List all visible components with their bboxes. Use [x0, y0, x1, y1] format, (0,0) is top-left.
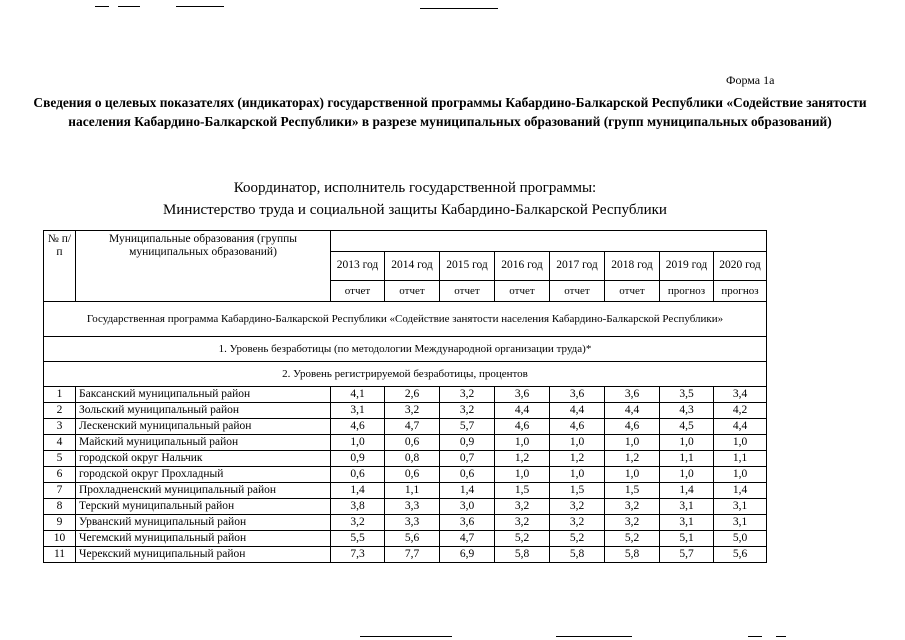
- table-row: [44, 467, 767, 483]
- indicator-value: 1,4: [660, 483, 714, 499]
- indicator-value: 1,0: [714, 467, 767, 483]
- column-header-municipality: Муниципальные образования (группы муниципальных образований): [76, 231, 331, 302]
- municipality-name: Черекский муниципальный район: [76, 547, 331, 563]
- indicator-value: 1,2: [605, 451, 660, 467]
- scan-artifact-line: [176, 6, 224, 7]
- indicator-value: 0,6: [385, 467, 440, 483]
- indicator-value: 5,2: [550, 531, 605, 547]
- document-title: Сведения о целевых показателях (индикаторах) государственной программы Кабардино-Балкарской Республики «Содействие занятости населения Кабардино-Балкарской Республики» в разрезе муниципальных образований (групп муниципальных образований): [33, 95, 867, 129]
- year-header: 2013 год: [331, 251, 385, 280]
- indicator-value: 3,6: [440, 515, 495, 531]
- indicator-value: 1,4: [440, 483, 495, 499]
- indicator-value: 3,6: [605, 387, 660, 403]
- indicator-value: 4,1: [331, 387, 385, 403]
- municipality-name: городской округ Прохладный: [76, 467, 331, 483]
- indicator-value: 1,5: [495, 483, 550, 499]
- indicator-value: 5,6: [714, 547, 767, 563]
- indicator-value: 3,1: [660, 515, 714, 531]
- indicator-value: 1,0: [331, 435, 385, 451]
- municipality-name: Урванский муниципальный район: [76, 515, 331, 531]
- section-2-header: 2. Уровень регистрируемой безработицы, процентов: [44, 362, 767, 387]
- indicator-value: 3,2: [605, 499, 660, 515]
- indicator-value: 4,7: [385, 419, 440, 435]
- indicator-value: 6,9: [440, 547, 495, 563]
- indicator-value: 1,4: [331, 483, 385, 499]
- indicator-value: 3,6: [550, 387, 605, 403]
- year-type-header: прогноз: [660, 281, 714, 302]
- header-spacer: [331, 231, 767, 252]
- municipality-name: Лескенский муниципальный район: [76, 419, 331, 435]
- indicator-value: 0,9: [331, 451, 385, 467]
- indicator-value: 3,2: [550, 499, 605, 515]
- indicator-value: 3,3: [385, 499, 440, 515]
- row-number: 5: [44, 451, 76, 467]
- row-number: 3: [44, 419, 76, 435]
- indicator-value: 1,0: [605, 435, 660, 451]
- indicator-value: 3,1: [714, 499, 767, 515]
- table-row: [44, 499, 767, 515]
- indicator-value: 1,0: [495, 435, 550, 451]
- indicator-value: 7,7: [385, 547, 440, 563]
- row-number: 6: [44, 467, 76, 483]
- municipality-name: Майский муниципальный район: [76, 435, 331, 451]
- indicator-value: 5,8: [550, 547, 605, 563]
- municipality-name: Зольский муниципальный район: [76, 403, 331, 419]
- indicator-value: 4,3: [660, 403, 714, 419]
- indicator-value: 0,6: [440, 467, 495, 483]
- scan-artifact-line: [118, 6, 140, 7]
- indicator-value: 4,6: [331, 419, 385, 435]
- row-number: 8: [44, 499, 76, 515]
- section-1-header: 1. Уровень безработицы (по методологии Международной организации труда)*: [44, 337, 767, 362]
- indicator-value: 5,2: [605, 531, 660, 547]
- indicator-value: 1,2: [495, 451, 550, 467]
- indicator-value: 3,2: [495, 499, 550, 515]
- indicator-value: 4,4: [550, 403, 605, 419]
- indicator-value: 1,0: [550, 435, 605, 451]
- indicator-value: 4,6: [550, 419, 605, 435]
- indicator-value: 3,4: [714, 387, 767, 403]
- row-number: 11: [44, 547, 76, 563]
- year-type-header: отчет: [440, 281, 495, 302]
- indicator-value: 7,3: [331, 547, 385, 563]
- indicator-value: 3,2: [440, 387, 495, 403]
- indicator-value: 1,2: [550, 451, 605, 467]
- indicator-value: 4,4: [714, 419, 767, 435]
- indicator-value: 5,6: [385, 531, 440, 547]
- indicator-value: 3,2: [331, 515, 385, 531]
- indicator-value: 1,4: [714, 483, 767, 499]
- indicator-value: 5,0: [714, 531, 767, 547]
- coordinator-label: Координатор, исполнитель государственной программы:: [233, 180, 597, 196]
- indicator-value: 3,0: [440, 499, 495, 515]
- scan-artifact-line: [556, 636, 632, 637]
- form-label: Форма 1а: [726, 73, 775, 87]
- year-header: 2017 год: [550, 251, 605, 280]
- indicator-value: 0,9: [440, 435, 495, 451]
- indicator-value: 3,5: [660, 387, 714, 403]
- indicator-value: 5,7: [440, 419, 495, 435]
- table-row: [44, 483, 767, 499]
- table-row: [44, 547, 767, 563]
- table-row: [44, 531, 767, 547]
- indicator-value: 4,2: [714, 403, 767, 419]
- indicator-value: 5,5: [331, 531, 385, 547]
- indicator-value: 1,5: [550, 483, 605, 499]
- indicator-value: 3,8: [331, 499, 385, 515]
- row-number: 1: [44, 387, 76, 403]
- indicator-value: 3,2: [550, 515, 605, 531]
- indicator-value: 1,0: [495, 467, 550, 483]
- indicator-value: 4,4: [605, 403, 660, 419]
- year-type-header: отчет: [550, 281, 605, 302]
- indicator-value: 5,7: [660, 547, 714, 563]
- indicator-value: 4,4: [495, 403, 550, 419]
- table-row: [44, 387, 767, 403]
- year-type-header: отчет: [385, 281, 440, 302]
- column-header-number: № п/п: [44, 231, 76, 302]
- year-header: 2016 год: [495, 251, 550, 280]
- indicator-value: 3,2: [385, 403, 440, 419]
- year-header: 2015 год: [440, 251, 495, 280]
- ministry-name: Министерство труда и социальной защиты Кабардино-Балкарской Республики: [163, 202, 667, 218]
- year-header: 2020 год: [714, 251, 767, 280]
- indicator-value: 1,5: [605, 483, 660, 499]
- indicator-value: 3,1: [660, 499, 714, 515]
- scan-artifact-line: [360, 636, 452, 637]
- indicator-value: 3,2: [605, 515, 660, 531]
- table-body: [44, 387, 767, 563]
- indicator-value: 0,6: [331, 467, 385, 483]
- table-row: [44, 451, 767, 467]
- indicator-value: 4,5: [660, 419, 714, 435]
- indicator-value: 3,3: [385, 515, 440, 531]
- indicators-table: [43, 230, 767, 563]
- table-row: [44, 515, 767, 531]
- indicator-value: 4,6: [495, 419, 550, 435]
- indicator-value: 0,7: [440, 451, 495, 467]
- indicator-value: 5,8: [605, 547, 660, 563]
- indicator-value: 3,2: [440, 403, 495, 419]
- indicator-value: 5,8: [495, 547, 550, 563]
- table-row: [44, 435, 767, 451]
- year-type-header: прогноз: [714, 281, 767, 302]
- indicator-value: 5,2: [495, 531, 550, 547]
- indicator-value: 4,7: [440, 531, 495, 547]
- row-number: 9: [44, 515, 76, 531]
- municipality-name: Баксанский муниципальный район: [76, 387, 331, 403]
- municipality-name: Терский муниципальный район: [76, 499, 331, 515]
- year-type-header: отчет: [605, 281, 660, 302]
- year-header: 2019 год: [660, 251, 714, 280]
- row-number: 10: [44, 531, 76, 547]
- year-type-header: отчет: [331, 281, 385, 302]
- indicator-value: 1,0: [660, 467, 714, 483]
- indicator-value: 3,1: [714, 515, 767, 531]
- row-number: 7: [44, 483, 76, 499]
- indicator-value: 1,0: [660, 435, 714, 451]
- scan-artifact-line: [776, 636, 786, 637]
- indicator-value: 3,2: [495, 515, 550, 531]
- indicator-value: 2,6: [385, 387, 440, 403]
- table-row: [44, 403, 767, 419]
- indicator-value: 0,6: [385, 435, 440, 451]
- indicator-value: 1,0: [714, 435, 767, 451]
- indicator-value: 0,8: [385, 451, 440, 467]
- scan-artifact-line: [95, 6, 109, 7]
- indicator-value: 3,1: [331, 403, 385, 419]
- row-number: 2: [44, 403, 76, 419]
- year-header: 2018 год: [605, 251, 660, 280]
- indicator-value: 1,1: [660, 451, 714, 467]
- row-number: 4: [44, 435, 76, 451]
- scan-artifact-line: [748, 636, 762, 637]
- indicator-value: 1,0: [605, 467, 660, 483]
- indicator-value: 3,6: [495, 387, 550, 403]
- municipality-name: Прохладненский муниципальный район: [76, 483, 331, 499]
- municipality-name: Чегемский муниципальный район: [76, 531, 331, 547]
- table-row: [44, 419, 767, 435]
- indicator-value: 4,6: [605, 419, 660, 435]
- municipality-name: городской округ Нальчик: [76, 451, 331, 467]
- indicator-value: 1,0: [550, 467, 605, 483]
- indicator-value: 1,1: [714, 451, 767, 467]
- year-header: 2014 год: [385, 251, 440, 280]
- indicator-value: 1,1: [385, 483, 440, 499]
- scan-artifact-line: [420, 8, 498, 9]
- program-row: Государственная программа Кабардино-Балкарской Республики «Содействие занятости населения Кабардино-Балкарской Республики»: [44, 302, 767, 337]
- year-type-header: отчет: [495, 281, 550, 302]
- indicator-value: 5,1: [660, 531, 714, 547]
